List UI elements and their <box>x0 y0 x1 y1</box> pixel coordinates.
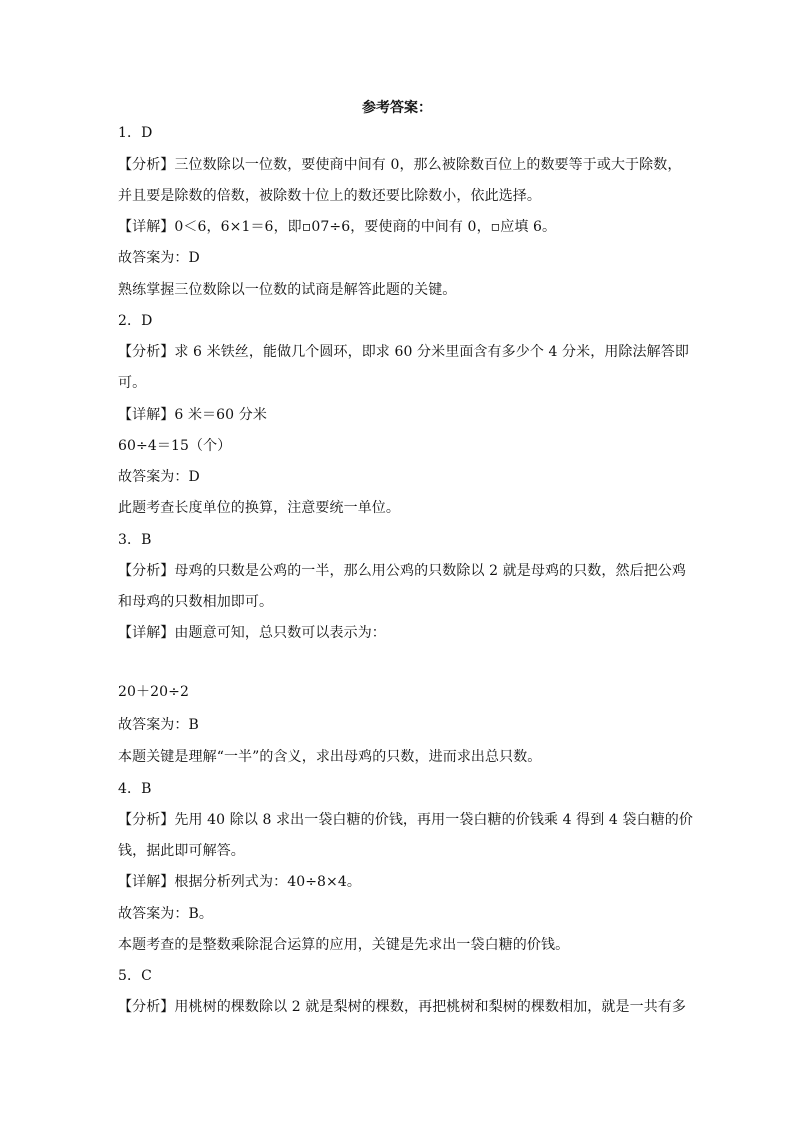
analysis-line: 【分析】三位数除以一位数，要使商中间有 0，那么被除数百位上的数要等于或大于除数， <box>118 157 682 173</box>
answer-line: 故答案为：D <box>118 250 200 266</box>
detail-line: 【详解】由题意可知，总只数可以表示为： <box>118 625 386 641</box>
analysis-line: 并且要是除数的倍数，被除数十位上的数还要比除数小，依此选择。 <box>118 188 541 204</box>
summary-line: 熟练掌握三位数除以一位数的试商是解答此题的关键。 <box>118 282 457 298</box>
answer-number-5: 5．C <box>118 968 152 984</box>
answer-line: 故答案为：D <box>118 469 200 485</box>
summary-line: 本题关键是理解“一半”的含义，求出母鸡的只数，进而求出总只数。 <box>118 749 542 765</box>
detail-line: 【详解】6 米＝60 分米 <box>118 407 267 423</box>
answer-line: 故答案为：B <box>118 717 199 733</box>
answer-number-1: 1．D <box>118 125 153 141</box>
answer-number-2: 2．D <box>118 313 153 329</box>
summary-line: 本题考查的是整数乘除混合运算的应用，关键是先求出一袋白糖的价钱。 <box>118 937 570 953</box>
analysis-line: 【分析】求 6 米铁丝，能做几个圆环，即求 60 分米里面含有多少个 4 分米，用除法解答即 <box>118 344 689 360</box>
detail-line: 【详解】根据分析列式为：40÷8×4。 <box>118 874 361 890</box>
calculation-line: 20＋20÷2 <box>118 684 189 700</box>
answer-number-4: 4．B <box>118 781 152 797</box>
analysis-line: 【分析】先用 40 除以 8 求出一袋白糖的价钱，再用一袋白糖的价钱乘 4 得到 4 袋白糖的价 <box>118 812 693 828</box>
summary-line: 此题考查长度单位的换算，注意要统一单位。 <box>118 500 400 516</box>
answer-line: 故答案为：B。 <box>118 906 213 922</box>
analysis-line: 【分析】用桃树的棵数除以 2 就是梨树的棵数，再把桃树和梨树的棵数相加，就是一共有多 <box>118 999 687 1015</box>
analysis-line: 可。 <box>118 375 147 391</box>
page-title: 参考答案： <box>362 100 432 116</box>
calculation-line: 60÷4＝15（个） <box>118 438 232 454</box>
analysis-line: 和母鸡的只数相加即可。 <box>118 594 274 610</box>
answer-number-3: 3．B <box>118 532 152 548</box>
detail-line: 【详解】0＜6，6×1＝6，即▫07÷6，要使商的中间有 0，▫应填 6。 <box>118 219 557 235</box>
analysis-line: 钱，据此即可解答。 <box>118 843 245 859</box>
analysis-line: 【分析】母鸡的只数是公鸡的一半，那么用公鸡的只数除以 2 就是母鸡的只数，然后把公鸡 <box>118 563 687 579</box>
